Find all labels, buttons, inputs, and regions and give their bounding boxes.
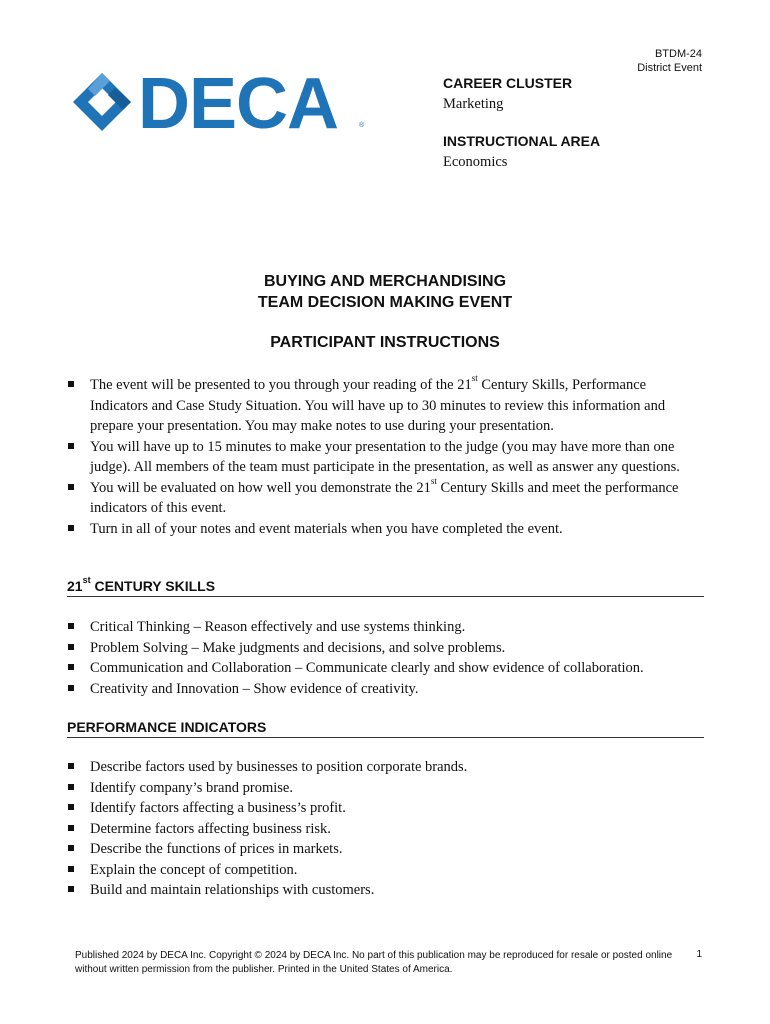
bullet-icon (68, 685, 74, 691)
skills-heading: 21st CENTURY SKILLS (67, 578, 704, 597)
instructions-list (67, 375, 707, 539)
instructional-area (443, 132, 600, 171)
instructional-area-value: Economics (443, 154, 508, 170)
list-item: Critical Thinking – Reason effectively and use systems thinking. (67, 617, 707, 638)
event-title (0, 271, 770, 313)
list-item: Creativity and Innovation – Show evidence of creativity. (67, 679, 707, 700)
list-item: Communication and Collaboration – Communicate clearly and show evidence of collaboration. (67, 658, 707, 679)
event-code-block (637, 47, 702, 75)
logo-wordmark: DECA (138, 64, 339, 144)
title-line-2: TEAM DECISION MAKING EVENT (257, 294, 513, 311)
performance-list (67, 757, 707, 901)
list-item: Explain the concept of competition. (67, 860, 707, 881)
bullet-icon (68, 804, 74, 810)
list-item: Identify factors affecting a business’s profit. (67, 798, 707, 819)
bullet-icon (68, 443, 74, 449)
bullet-icon (68, 525, 74, 531)
bullet-icon (68, 644, 74, 650)
title-line-1: BUYING AND MERCHANDISING (263, 273, 507, 290)
copyright-footer: Published 2024 by DECA Inc. Copyright © 2024 by DECA Inc. No part of this publication may be reproduced for resale or posted online without written permission from the publisher. Printed in the United States of America. (75, 950, 673, 975)
instructional-area-label: INSTRUCTIONAL AREA (443, 133, 601, 149)
career-cluster-label: CAREER CLUSTER (443, 75, 573, 91)
list-item: You will have up to 15 minutes to make your presentation to the judge (you may have more than one judge). All members of the team must participate in the presentation, as well as answer any questions. (67, 437, 707, 478)
skills-list (67, 617, 707, 699)
registered-mark: ® (359, 122, 365, 129)
performance-heading: PERFORMANCE INDICATORS (67, 719, 704, 738)
event-code: BTDM-24 (654, 48, 702, 60)
deca-diamond-icon (72, 72, 132, 132)
bullet-icon (68, 664, 74, 670)
bullet-icon (68, 381, 74, 387)
bullet-icon (68, 866, 74, 872)
bullet-icon (68, 784, 74, 790)
instructions-heading: PARTICIPANT INSTRUCTIONS (270, 334, 500, 351)
event-type: District Event (637, 62, 702, 74)
bullet-icon (68, 886, 74, 892)
bullet-icon (68, 623, 74, 629)
list-item: The event will be presented to you through your reading of the 21st Century Skills, Performance Indicators and Case Study Situation. You will have up to 30 minutes to review this information and prepare your presentation. You may make notes to use during your presentation. (67, 375, 707, 437)
career-cluster (443, 74, 572, 113)
list-item: Determine factors affecting business risk. (67, 819, 707, 840)
bullet-icon (68, 763, 74, 769)
bullet-icon (68, 484, 74, 490)
list-item: You will be evaluated on how well you demonstrate the 21st Century Skills and meet the performance indicators of this event. (67, 478, 707, 519)
bullet-icon (68, 825, 74, 831)
deca-logo (72, 64, 372, 144)
list-item: Build and maintain relationships with customers. (67, 880, 707, 901)
list-item: Describe factors used by businesses to position corporate brands. (67, 757, 707, 778)
list-item: Identify company’s brand promise. (67, 778, 707, 799)
list-item: Describe the functions of prices in markets. (67, 839, 707, 860)
bullet-icon (68, 845, 74, 851)
career-cluster-value: Marketing (443, 96, 504, 112)
list-item: Problem Solving – Make judgments and decisions, and solve problems. (67, 638, 707, 659)
page-number: 1 (696, 949, 702, 960)
list-item: Turn in all of your notes and event materials when you have completed the event. (67, 519, 707, 540)
